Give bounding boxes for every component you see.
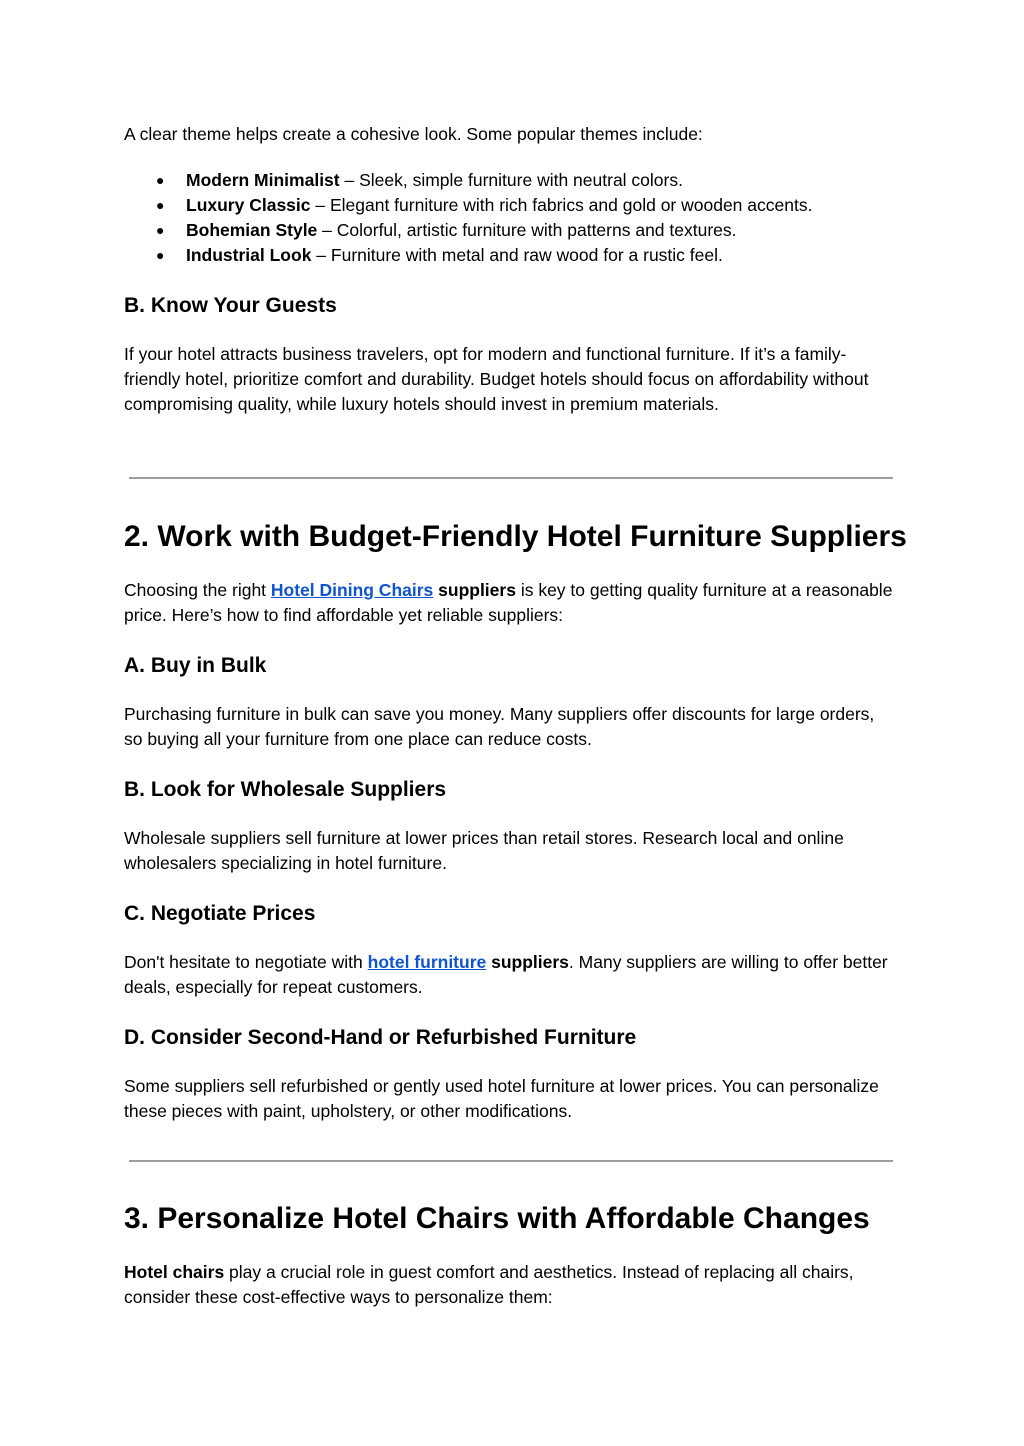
wholesale-paragraph: Wholesale suppliers sell furniture at lower prices than retail stores. Research local and online wholesalers specializing in hotel furniture.	[124, 828, 844, 873]
bullet-icon: ●	[156, 197, 165, 213]
intro-text: Choosing the right	[124, 580, 271, 600]
second-hand-heading: D. Consider Second-Hand or Refurbished Furniture	[124, 1026, 637, 1049]
list-item	[124, 168, 812, 193]
bullet-icon: ●	[156, 247, 165, 263]
section-2-heading: 2. Work with Budget-Friendly Hotel Furniture Suppliers	[124, 520, 907, 553]
themes-intro: A clear theme helps create a cohesive look. Some popular themes include:	[124, 124, 703, 144]
buy-in-bulk-heading: A. Buy in Bulk	[124, 654, 267, 677]
hotel-chairs-bold: Hotel chairs	[124, 1262, 225, 1282]
negotiate-text: Don't hesitate to negotiate with	[124, 952, 368, 972]
negotiate-text-rest: . Many suppliers are willing to offer better deals, especially for repeat customers.	[124, 952, 888, 997]
suppliers-bold: suppliers	[433, 580, 516, 600]
section-3-intro	[124, 1260, 896, 1310]
theme-description: – Colorful, artistic furniture with patterns and textures.	[317, 220, 737, 240]
wholesale-heading: B. Look for Wholesale Suppliers	[124, 778, 447, 801]
theme-description: – Elegant furniture with rich fabrics and gold or wooden accents.	[310, 195, 813, 215]
section-divider	[129, 1160, 893, 1162]
bullet-icon: ●	[156, 172, 165, 188]
buy-in-bulk-paragraph: Purchasing furniture in bulk can save you money. Many suppliers offer discounts for large orders, so buying all your furniture from one place can reduce costs.	[124, 704, 875, 749]
suppliers-bold: suppliers	[486, 952, 569, 972]
know-guests-heading: B. Know Your Guests	[124, 294, 337, 317]
intro-text-rest: is key to getting quality furniture at a reasonable price. Here’s how to find affordable yet reliable suppliers:	[124, 580, 893, 625]
theme-description: – Furniture with metal and raw wood for a rustic feel.	[311, 245, 723, 265]
theme-name: Industrial Look	[186, 245, 312, 265]
negotiate-paragraph	[124, 950, 896, 1000]
hotel-dining-chairs-link[interactable]: Hotel Dining Chairs	[270, 580, 434, 600]
bullet-icon: ●	[156, 222, 165, 238]
list-item	[124, 193, 812, 218]
themes-list	[124, 168, 812, 268]
know-guests-paragraph: If your hotel attracts business travelers, opt for modern and functional furniture. If it’s a family-friendly hotel, prioritize comfort and durability. Budget hotels should focus on affordability without compromising quality, while luxury hotels should invest in premium materials.	[124, 344, 869, 414]
theme-name: Modern Minimalist	[186, 170, 340, 190]
list-item	[124, 243, 812, 268]
second-hand-paragraph: Some suppliers sell refurbished or gently used hotel furniture at lower prices. You can personalize these pieces with paint, upholstery, or other modifications.	[124, 1076, 879, 1121]
theme-name: Luxury Classic	[186, 195, 311, 215]
section-3-heading: 3. Personalize Hotel Chairs with Affordable Changes	[124, 1202, 870, 1235]
hotel-furniture-link[interactable]: hotel furniture	[367, 952, 487, 972]
list-item	[124, 218, 812, 243]
theme-description: – Sleek, simple furniture with neutral colors.	[339, 170, 683, 190]
section-2-intro	[124, 578, 896, 628]
section-3-intro-text: play a crucial role in guest comfort and aesthetics. Instead of replacing all chairs, consider these cost-effective ways to personalize them:	[124, 1262, 854, 1307]
negotiate-heading: C. Negotiate Prices	[124, 902, 316, 925]
section-divider	[129, 477, 893, 479]
theme-name: Bohemian Style	[186, 220, 318, 240]
